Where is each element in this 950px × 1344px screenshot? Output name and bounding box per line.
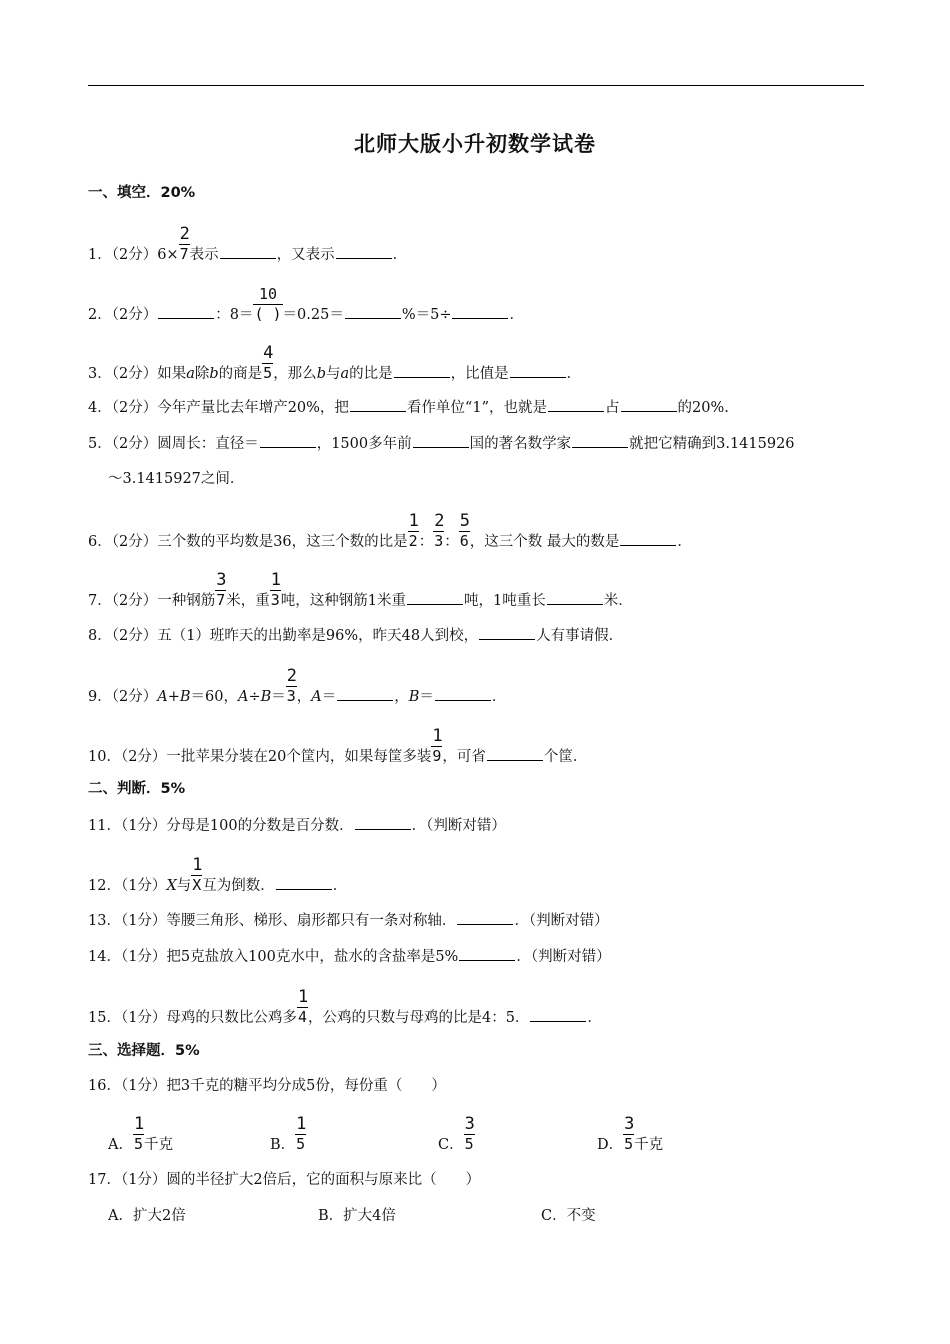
fraction-denominator: 3 [434, 532, 444, 550]
text-run: ，可省 [442, 749, 486, 765]
fraction-bar [262, 363, 273, 364]
text-run: 互为倒数． [202, 878, 275, 894]
text-run: ，1500多年前 [316, 436, 412, 452]
fraction-numerator: 2 [179, 224, 190, 244]
text-run: 千克 [144, 1137, 174, 1153]
text-run: 3．（2分）如果 [88, 366, 187, 382]
fraction [133, 1114, 145, 1156]
fraction-numerator: 3 [216, 570, 227, 590]
text-run: ～3.1415927之间． [108, 471, 245, 487]
text-run: ＝60， [190, 689, 238, 705]
text-run: 1．（2分）6× [88, 247, 179, 263]
text-run: 11．（1分）分母是100的分数是百分数． [88, 818, 354, 834]
fraction-denominator: X [192, 876, 202, 894]
variable: B [408, 689, 420, 705]
text-run: 15．（1分）母鸡的只数比公鸡多 [88, 1010, 297, 1026]
text-run: B．扩大4倍 [318, 1208, 396, 1224]
fraction-denominator: 5 [133, 1135, 144, 1153]
question-5-continued [108, 468, 244, 490]
text-run: 与 [325, 366, 341, 382]
question-6 [88, 511, 692, 553]
question-16 [88, 1075, 446, 1097]
text-run: 8．（2分）五（1）班昨天的出勤率是96%，昨天48人到校， [88, 628, 479, 644]
fraction-bar [295, 1134, 306, 1135]
text-run: + [167, 689, 180, 705]
fraction-numerator: 1 [432, 726, 443, 746]
text-run: ： [444, 534, 459, 550]
fraction-bar [297, 1007, 308, 1008]
text-run: 国的著名数学家 [469, 436, 572, 452]
fraction [464, 1114, 475, 1156]
text-run: ， [296, 689, 312, 705]
option-16-c [438, 1114, 475, 1156]
answer-blank[interactable] [572, 431, 628, 448]
text-run: D． [597, 1137, 624, 1153]
text-run: 与 [176, 878, 192, 894]
fraction-denominator: 4 [297, 1008, 307, 1026]
text-run: ． [332, 878, 348, 894]
fraction-numerator: 3 [624, 1114, 635, 1134]
text-run: 吨，这种钢筋1米重 [280, 593, 406, 609]
text-run: 千克 [634, 1137, 664, 1153]
text-run: ，那么 [273, 366, 317, 382]
question-3 [88, 343, 582, 385]
fraction-bar [191, 875, 202, 876]
text-run: ． [566, 366, 582, 382]
text-run: 个筐． [543, 749, 588, 765]
question-4 [88, 395, 729, 419]
fraction [216, 570, 227, 612]
fraction-bar [286, 686, 297, 687]
variable: b [209, 366, 219, 382]
variable: B [260, 689, 272, 705]
fraction-bar [623, 1134, 634, 1135]
text-run: 表示 [189, 247, 219, 263]
answer-blank[interactable] [459, 944, 515, 961]
text-run: A． [108, 1137, 133, 1153]
text-run: 除 [194, 366, 210, 382]
answer-blank[interactable] [394, 361, 450, 378]
section-choice [88, 1040, 200, 1062]
variable: X [166, 878, 177, 894]
text-run: 一、填空．20% [88, 185, 196, 201]
fraction-numerator: 2 [286, 666, 297, 686]
text-run: ＝ [321, 689, 337, 705]
text-run: 看作单位“1”，也就是 [406, 400, 547, 416]
fraction [286, 666, 297, 708]
fraction [254, 285, 282, 326]
header-rule [88, 85, 864, 86]
answer-blank[interactable] [435, 684, 491, 701]
text-run: ，这三个数 最大的数是 [469, 534, 620, 550]
text-run: %＝5÷ [401, 307, 452, 323]
question-11 [88, 813, 506, 837]
variable: A [237, 689, 249, 705]
text-run: 17．（1分）圆的半径扩大2倍后，它的面积与原来比（ ） [88, 1172, 481, 1188]
text-run: ÷ [248, 689, 261, 705]
variable: a [340, 366, 350, 382]
fraction-numerator: 10 [258, 285, 278, 303]
text-run: 三、选择题．5% [88, 1043, 200, 1059]
option-16-b [270, 1114, 307, 1156]
fraction-numerator: 5 [459, 511, 470, 531]
question-14 [88, 944, 611, 968]
fraction-numerator: 1 [133, 1114, 145, 1134]
text-run: B． [270, 1137, 296, 1153]
text-run: 2．（2分） [88, 307, 158, 323]
fraction-denominator: 5 [263, 364, 273, 382]
text-run: 的20%. [677, 400, 729, 416]
answer-blank[interactable] [457, 908, 513, 925]
question-12 [88, 855, 348, 897]
text-run: 6．（2分）三个数的平均数是36，这三个数的比是 [88, 534, 408, 550]
answer-blank[interactable] [158, 302, 214, 319]
text-run: C． [438, 1137, 464, 1153]
option-16-d [597, 1114, 664, 1156]
variable: A [157, 689, 168, 705]
fraction [432, 726, 443, 768]
fraction-bar [253, 304, 282, 305]
fraction [459, 511, 470, 553]
fraction [624, 1114, 635, 1156]
question-2 [88, 285, 524, 326]
text-run: ．（判断对错） [514, 913, 609, 929]
fraction [434, 511, 445, 553]
text-run: ．（判断对错） [411, 818, 506, 834]
question-13 [88, 908, 609, 932]
text-run: 米，重 [226, 593, 270, 609]
answer-blank[interactable] [220, 242, 276, 259]
fraction [408, 511, 419, 553]
text-run: 二、判断．5% [88, 781, 186, 797]
text-run: 7．（2分）一种钢筋 [88, 593, 216, 609]
fraction [297, 987, 309, 1029]
text-run: 9．（2分） [88, 689, 158, 705]
answer-blank[interactable] [413, 431, 469, 448]
text-run: 12．（1分） [88, 878, 167, 894]
text-run: 5．（2分）圆周长：直径＝ [88, 436, 259, 452]
text-run: ＝0.25＝ [282, 307, 344, 323]
text-run: ． [509, 307, 524, 323]
fraction [179, 224, 190, 266]
text-run: 4．（2分）今年产量比去年增产20%，把 [88, 400, 349, 416]
answer-blank[interactable] [355, 813, 411, 830]
answer-blank[interactable] [621, 395, 677, 412]
answer-blank[interactable] [345, 302, 401, 319]
variable: b [316, 366, 326, 382]
fraction-denominator: 6 [459, 532, 469, 550]
text-run: ． [587, 1010, 602, 1026]
fraction-numerator: 1 [296, 1114, 307, 1134]
fraction-bar [408, 531, 419, 532]
fraction-numerator: 4 [263, 343, 274, 363]
question-1 [88, 224, 408, 266]
fraction-numerator: 3 [464, 1114, 475, 1134]
text-run: 的比是 [349, 366, 393, 382]
answer-blank[interactable] [620, 529, 676, 546]
text-run: 就把它精确到3.1415926 [629, 436, 795, 452]
variable: B [179, 689, 191, 705]
fraction-denominator: 5 [296, 1135, 306, 1153]
text-run: 10．（2分）一批苹果分装在20个筐内，如果每筐多装 [88, 749, 432, 765]
option-17-b [318, 1205, 396, 1227]
text-run: ，比值是 [450, 366, 509, 382]
answer-blank[interactable] [336, 242, 392, 259]
text-run: ． [392, 247, 408, 263]
answer-blank[interactable] [452, 302, 508, 319]
option-16-a [108, 1114, 174, 1156]
fraction-denominator: ( ) [254, 305, 282, 323]
answer-blank[interactable] [479, 623, 535, 640]
fraction-numerator: 1 [297, 987, 309, 1007]
page-title: 北师大版小升初数学试卷 [354, 132, 596, 156]
answer-blank[interactable] [407, 588, 463, 605]
answer-blank[interactable] [260, 431, 316, 448]
text-run: 占 [605, 400, 620, 416]
fraction-denominator: 5 [464, 1135, 474, 1153]
fraction-denominator: 7 [179, 245, 189, 263]
fraction-denominator: 3 [286, 687, 296, 705]
answer-blank[interactable] [510, 361, 566, 378]
answer-blank[interactable] [547, 588, 603, 605]
section-judge [88, 778, 185, 800]
fraction [263, 343, 274, 385]
answer-blank[interactable] [487, 744, 543, 761]
text-run: ＝ [419, 689, 434, 705]
text-run: ： [418, 534, 434, 550]
text-run: 14．（1分）把5克盐放入100克水中，盐水的含盐率是5% [88, 949, 459, 965]
fraction-numerator: 1 [270, 570, 281, 590]
fraction [270, 570, 281, 612]
text-run: 16．（1分）把3千克的糖平均分成5份，每份重（ ） [88, 1078, 446, 1094]
section-fill-blank [88, 182, 195, 204]
text-run: ． [677, 534, 692, 550]
fraction-numerator: 1 [408, 511, 419, 531]
option-17-c [541, 1205, 596, 1227]
fraction-bar [459, 531, 470, 532]
fraction [192, 855, 203, 897]
text-run: A．扩大2倍 [108, 1208, 186, 1224]
text-run: ：8＝ [215, 307, 254, 323]
fraction-bar [215, 590, 226, 591]
question-5 [88, 431, 795, 455]
option-17-a [108, 1205, 186, 1227]
fraction-bar [464, 1134, 475, 1135]
fraction-denominator: 2 [408, 532, 418, 550]
text-run: 13．（1分）等腰三角形、梯形、扇形都只有一条对称轴． [88, 913, 457, 929]
answer-blank[interactable] [276, 873, 332, 890]
text-run: ．（判断对错） [516, 949, 611, 965]
variable: a [186, 366, 195, 382]
text-run: C．不变 [541, 1208, 596, 1224]
answer-blank[interactable] [337, 684, 393, 701]
fraction-denominator: 9 [432, 747, 442, 765]
text-run: ． [491, 689, 507, 705]
text-run: 吨，1吨重长 [464, 593, 546, 609]
answer-blank[interactable] [548, 395, 604, 412]
text-run: ， [394, 689, 409, 705]
question-9 [88, 666, 507, 708]
fraction-bar [433, 531, 444, 532]
question-15 [88, 987, 602, 1029]
fraction-bar [179, 244, 190, 245]
fraction-bar [270, 590, 281, 591]
fraction-numerator: 1 [192, 855, 203, 875]
text-run: 米． [603, 593, 633, 609]
variable: A [311, 689, 322, 705]
fraction-bar [133, 1134, 144, 1135]
fraction-numerator: 2 [434, 511, 445, 531]
text-run: 人有事请假． [536, 628, 624, 644]
text-run: ，又表示 [276, 247, 335, 263]
text-run: ＝ [271, 689, 286, 705]
question-17 [88, 1169, 480, 1191]
fraction-denominator: 7 [216, 591, 226, 609]
question-10 [88, 726, 588, 768]
answer-blank[interactable] [350, 395, 406, 412]
fraction [296, 1114, 307, 1156]
text-run: 的商是 [218, 366, 263, 382]
answer-blank[interactable] [530, 1005, 586, 1022]
question-8 [88, 623, 623, 647]
fraction-bar [431, 746, 442, 747]
fraction-denominator: 3 [270, 591, 280, 609]
question-7 [88, 570, 633, 612]
text-run: ，公鸡的只数与母鸡的比是4：5． [307, 1010, 530, 1026]
fraction-denominator: 5 [624, 1135, 634, 1153]
